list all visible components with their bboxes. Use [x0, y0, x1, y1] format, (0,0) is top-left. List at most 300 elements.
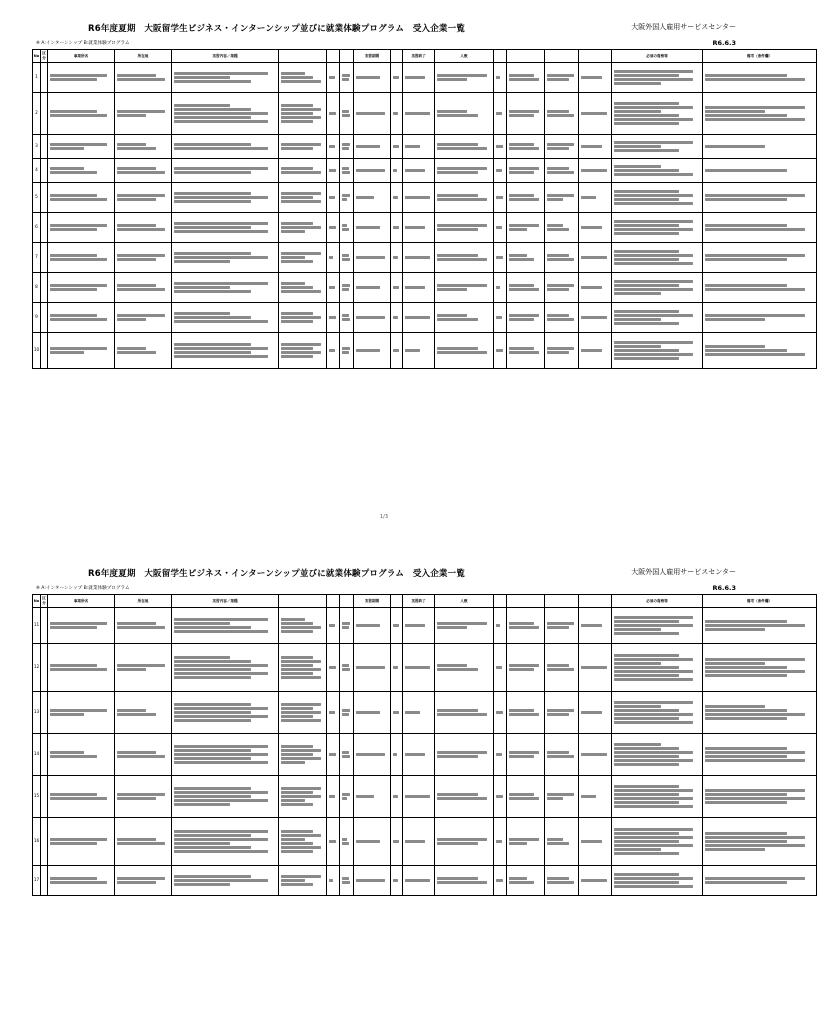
table-cell [545, 159, 579, 183]
illegible-text-line [614, 118, 693, 121]
table-cell [327, 273, 340, 303]
table-cell [279, 243, 327, 273]
illegible-text-line [509, 622, 534, 625]
table-cell [391, 303, 403, 333]
table-row [33, 734, 817, 776]
table-cell [494, 63, 507, 93]
table-cell [612, 303, 703, 333]
illegible-text-line [117, 167, 156, 170]
illegible-text-line [705, 755, 787, 758]
illegible-text-line [437, 258, 487, 261]
illegible-text-line [281, 112, 313, 115]
illegible-text-line [329, 666, 336, 669]
table-row [33, 243, 817, 273]
illegible-text-line [614, 70, 693, 73]
illegible-text-line [329, 753, 336, 756]
illegible-text-line [509, 198, 539, 201]
table-cell [115, 303, 172, 333]
illegible-text-line [614, 250, 679, 253]
illegible-text-line [342, 713, 349, 716]
table-cell [403, 818, 435, 866]
table-cell [354, 608, 391, 644]
table-cell [48, 303, 115, 333]
illegible-text-line [281, 846, 321, 849]
illegible-text-line [342, 668, 350, 671]
table-cell [115, 243, 172, 273]
illegible-text-line [174, 226, 251, 229]
illegible-text-line [437, 143, 478, 146]
page-subheader [32, 585, 736, 594]
illegible-text-line [614, 840, 679, 843]
table-cell [279, 734, 327, 776]
table-cell [354, 183, 391, 213]
illegible-text-line [547, 194, 574, 197]
table-cell [545, 243, 579, 273]
illegible-text-line [342, 755, 350, 758]
table-cell [279, 135, 327, 159]
illegible-text-line [705, 74, 787, 77]
table-cell [172, 333, 279, 369]
illegible-text-line [614, 357, 679, 360]
illegible-text-line [342, 288, 349, 291]
illegible-text-line [281, 355, 313, 358]
illegible-text-line [117, 224, 156, 227]
table-cell [494, 776, 507, 818]
illegible-text-line [281, 707, 313, 710]
table-cell [391, 183, 403, 213]
illegible-text-line [614, 674, 679, 677]
table-cell [612, 213, 703, 243]
illegible-text-line [281, 795, 321, 798]
illegible-text-line [50, 351, 84, 354]
table-cell [579, 159, 612, 183]
illegible-text-line [705, 793, 787, 796]
illegible-text-line [281, 753, 313, 756]
illegible-text-line [437, 793, 478, 796]
illegible-text-line [117, 114, 146, 117]
illegible-text-line [405, 145, 420, 148]
illegible-text-line [50, 797, 107, 800]
table-cell [403, 866, 435, 896]
illegible-text-line [614, 232, 679, 235]
table-row [33, 273, 817, 303]
illegible-text-line [281, 676, 321, 679]
illegible-text-line [405, 711, 420, 714]
table-cell [340, 692, 354, 734]
illegible-text-line [437, 713, 487, 716]
illegible-text-line [581, 112, 607, 115]
illegible-text-line [393, 711, 399, 714]
table-cell [545, 333, 579, 369]
table-cell [340, 303, 354, 333]
illegible-text-line [437, 288, 467, 291]
table-cell [403, 303, 435, 333]
column-header [579, 595, 612, 608]
table-cell [327, 692, 340, 734]
illegible-text-line [614, 701, 693, 704]
illegible-text-line [705, 797, 805, 800]
company-table [32, 49, 817, 369]
table-cell [48, 333, 115, 369]
illegible-text-line [581, 196, 596, 199]
table-cell [340, 243, 354, 273]
illegible-text-line [281, 672, 313, 675]
table-cell [279, 303, 327, 333]
illegible-text-line [705, 284, 787, 287]
row-number: 3 [33, 135, 41, 159]
table-cell [340, 135, 354, 159]
table-cell [115, 818, 172, 866]
table-cell [391, 243, 403, 273]
table-cell [172, 183, 279, 213]
illegible-text-line [117, 318, 146, 321]
table-cell [612, 333, 703, 369]
illegible-text-line [496, 753, 502, 756]
illegible-text-line [117, 74, 156, 77]
illegible-text-line [342, 194, 350, 197]
table-cell [494, 273, 507, 303]
illegible-text-line [174, 143, 251, 146]
table-cell [279, 333, 327, 369]
table-cell [435, 183, 494, 213]
illegible-text-line [117, 709, 146, 712]
illegible-text-line [547, 254, 569, 257]
table-cell [48, 63, 115, 93]
table-cell [327, 866, 340, 896]
illegible-text-line [329, 286, 335, 289]
illegible-text-line [547, 838, 563, 841]
table-cell [327, 818, 340, 866]
table-cell [48, 866, 115, 896]
illegible-text-line [50, 793, 97, 796]
illegible-text-line [509, 318, 534, 321]
illegible-text-line [614, 832, 679, 835]
illegible-text-line [342, 314, 349, 317]
table-cell [703, 608, 817, 644]
illegible-text-line [405, 286, 425, 289]
illegible-text-line [329, 795, 335, 798]
illegible-text-line [509, 258, 534, 261]
table-cell [545, 135, 579, 159]
illegible-text-line [174, 842, 230, 845]
table-cell [172, 63, 279, 93]
table-cell [48, 734, 115, 776]
illegible-text-line [281, 167, 313, 170]
illegible-text-line [342, 171, 350, 174]
table-cell [612, 818, 703, 866]
illegible-text-line [342, 198, 347, 201]
table-cell [279, 63, 327, 93]
illegible-text-line [281, 316, 321, 319]
illegible-text-line [174, 703, 251, 706]
illegible-text-line [705, 194, 805, 197]
illegible-text-line [614, 224, 679, 227]
illegible-text-line [174, 660, 251, 663]
illegible-text-line [329, 256, 333, 259]
illegible-text-line [509, 224, 539, 227]
illegible-text-line [342, 877, 349, 880]
table-cell [48, 692, 115, 734]
illegible-text-line [174, 167, 268, 170]
illegible-text-line [281, 312, 313, 315]
table-row [33, 93, 817, 135]
row-number: 8 [33, 273, 41, 303]
table-cell [545, 866, 579, 896]
illegible-text-line [614, 198, 679, 201]
table-cell [703, 273, 817, 303]
illegible-text-line [614, 662, 661, 665]
table-cell [354, 213, 391, 243]
table-cell [172, 159, 279, 183]
table-row [33, 692, 817, 734]
illegible-text-line [509, 314, 539, 317]
illegible-text-line [705, 620, 787, 623]
table-cell [391, 866, 403, 896]
illegible-text-line [547, 347, 574, 350]
illegible-text-line [281, 656, 313, 659]
illegible-text-line [496, 256, 503, 259]
illegible-text-line [281, 196, 313, 199]
table-cell [545, 776, 579, 818]
illegible-text-line [437, 318, 478, 321]
table-cell [327, 303, 340, 333]
illegible-text-line [705, 747, 787, 750]
illegible-text-line [281, 850, 313, 853]
illegible-text-line [614, 705, 661, 708]
table-cell [48, 243, 115, 273]
illegible-text-line [342, 751, 349, 754]
illegible-text-line [117, 351, 156, 354]
table-cell [612, 273, 703, 303]
illegible-text-line [342, 622, 350, 625]
illegible-text-line [437, 74, 487, 77]
program-type-cell [41, 776, 48, 818]
illegible-text-line [614, 110, 661, 113]
table-cell [48, 159, 115, 183]
illegible-text-line [356, 145, 380, 148]
table-cell [612, 692, 703, 734]
illegible-text-line [174, 112, 268, 115]
illegible-text-line [614, 801, 679, 804]
illegible-text-line [705, 624, 805, 627]
table-cell [703, 692, 817, 734]
illegible-text-line [174, 312, 230, 315]
illegible-text-line [405, 316, 430, 319]
table-cell [340, 213, 354, 243]
illegible-text-line [547, 228, 569, 231]
illegible-text-line [356, 795, 374, 798]
table-row [33, 866, 817, 896]
table-cell [354, 303, 391, 333]
illegible-text-line [117, 78, 165, 81]
page-number: 1/3 [379, 514, 389, 520]
illegible-text-line [329, 879, 333, 882]
column-header: No [33, 595, 41, 608]
illegible-text-line [496, 196, 503, 199]
document-page-2 [32, 567, 773, 896]
illegible-text-line [437, 198, 487, 201]
table-cell [494, 818, 507, 866]
illegible-text-line [281, 252, 321, 255]
table-cell [703, 333, 817, 369]
table-cell [612, 159, 703, 183]
illegible-text-line [614, 670, 693, 673]
illegible-text-line [356, 879, 385, 882]
illegible-text-line [50, 147, 84, 150]
illegible-text-line [405, 76, 425, 79]
illegible-text-line [705, 349, 787, 352]
illegible-text-line [705, 258, 787, 261]
row-number: 6 [33, 213, 41, 243]
table-cell [545, 303, 579, 333]
illegible-text-line [581, 753, 607, 756]
table-cell [494, 608, 507, 644]
illegible-text-line [614, 709, 679, 712]
illegible-text-line [174, 76, 230, 79]
illegible-text-line [356, 840, 380, 843]
illegible-text-line [174, 715, 268, 718]
illegible-text-line [547, 713, 569, 716]
illegible-text-line [281, 883, 313, 886]
illegible-text-line [614, 145, 661, 148]
table-cell [340, 608, 354, 644]
illegible-text-line [117, 838, 156, 841]
illegible-text-line [342, 254, 349, 257]
illegible-text-line [614, 721, 693, 724]
table-cell [403, 776, 435, 818]
illegible-text-line [405, 666, 430, 669]
illegible-text-line [614, 169, 679, 172]
illegible-text-line [174, 761, 268, 764]
table-cell [703, 159, 817, 183]
table-cell [494, 734, 507, 776]
illegible-text-line [117, 147, 156, 150]
illegible-text-line [705, 110, 765, 113]
illegible-text-line [496, 349, 503, 352]
illegible-text-line [50, 877, 97, 880]
program-type-cell [41, 135, 48, 159]
table-cell [403, 213, 435, 243]
page-title: R6年度夏期 大阪留学生ビジネス・インターンシップ並びに就業体験プログラム 受入企業一覧 [88, 24, 466, 34]
illegible-text-line [281, 120, 313, 123]
illegible-text-line [281, 200, 321, 203]
illegible-text-line [705, 877, 805, 880]
illegible-text-line [437, 877, 478, 880]
illegible-text-line [547, 877, 569, 880]
illegible-text-line [50, 713, 84, 716]
table-cell [172, 243, 279, 273]
illegible-text-line [174, 830, 268, 833]
table-cell [340, 93, 354, 135]
illegible-text-line [547, 751, 569, 754]
table-cell [354, 273, 391, 303]
illegible-text-line [705, 836, 805, 839]
illegible-text-line [509, 626, 539, 629]
illegible-text-line [437, 709, 478, 712]
illegible-text-line [342, 147, 349, 150]
table-cell [435, 63, 494, 93]
table-cell [391, 692, 403, 734]
table-cell [545, 63, 579, 93]
illegible-text-line [614, 114, 679, 117]
table-cell [115, 159, 172, 183]
illegible-text-line [705, 658, 805, 661]
table-cell [48, 644, 115, 692]
illegible-text-line [547, 147, 569, 150]
illegible-text-line [342, 881, 350, 884]
column-header [494, 50, 507, 63]
illegible-text-line [614, 149, 679, 152]
table-cell [494, 692, 507, 734]
illegible-text-line [509, 284, 534, 287]
illegible-text-line [705, 662, 765, 665]
column-header [507, 595, 545, 608]
table-cell [507, 692, 545, 734]
table-cell [403, 183, 435, 213]
table-cell [403, 159, 435, 183]
illegible-text-line [437, 622, 487, 625]
illegible-text-line [547, 74, 574, 77]
table-cell [48, 213, 115, 243]
illegible-text-line [174, 672, 268, 675]
illegible-text-line [174, 875, 251, 878]
illegible-text-line [705, 318, 765, 321]
illegible-text-line [281, 719, 321, 722]
illegible-text-line [342, 842, 349, 845]
illegible-text-line [581, 795, 596, 798]
table-cell [115, 333, 172, 369]
illegible-text-line [117, 668, 146, 671]
table-cell [703, 818, 817, 866]
illegible-text-line [614, 341, 693, 344]
illegible-text-line [342, 793, 350, 796]
table-cell [354, 135, 391, 159]
column-header [545, 50, 579, 63]
table-cell [340, 776, 354, 818]
illegible-text-line [437, 171, 478, 174]
illegible-text-line [393, 169, 397, 172]
table-cell [391, 213, 403, 243]
illegible-text-line [437, 347, 478, 350]
illegible-text-line [547, 797, 563, 800]
illegible-text-line [581, 256, 607, 259]
table-cell [115, 644, 172, 692]
illegible-text-line [174, 795, 251, 798]
table-cell [703, 866, 817, 896]
illegible-text-line [281, 830, 313, 833]
illegible-text-line [614, 751, 693, 754]
illegible-text-line [705, 228, 805, 231]
illegible-text-line [174, 108, 251, 111]
illegible-text-line [614, 353, 693, 356]
illegible-text-line [174, 347, 268, 350]
column-header [279, 50, 327, 63]
illegible-text-line [705, 709, 787, 712]
table-cell [48, 93, 115, 135]
illegible-text-line [705, 789, 805, 792]
illegible-text-line [281, 787, 321, 790]
illegible-text-line [50, 288, 97, 291]
table-cell [279, 776, 327, 818]
illegible-text-line [281, 799, 305, 802]
illegible-text-line [614, 190, 679, 193]
illegible-text-line [509, 797, 539, 800]
illegible-text-line [281, 282, 305, 285]
illegible-text-line [50, 284, 107, 287]
illegible-text-line [50, 318, 107, 321]
table-cell [172, 608, 279, 644]
illegible-text-line [547, 143, 574, 146]
